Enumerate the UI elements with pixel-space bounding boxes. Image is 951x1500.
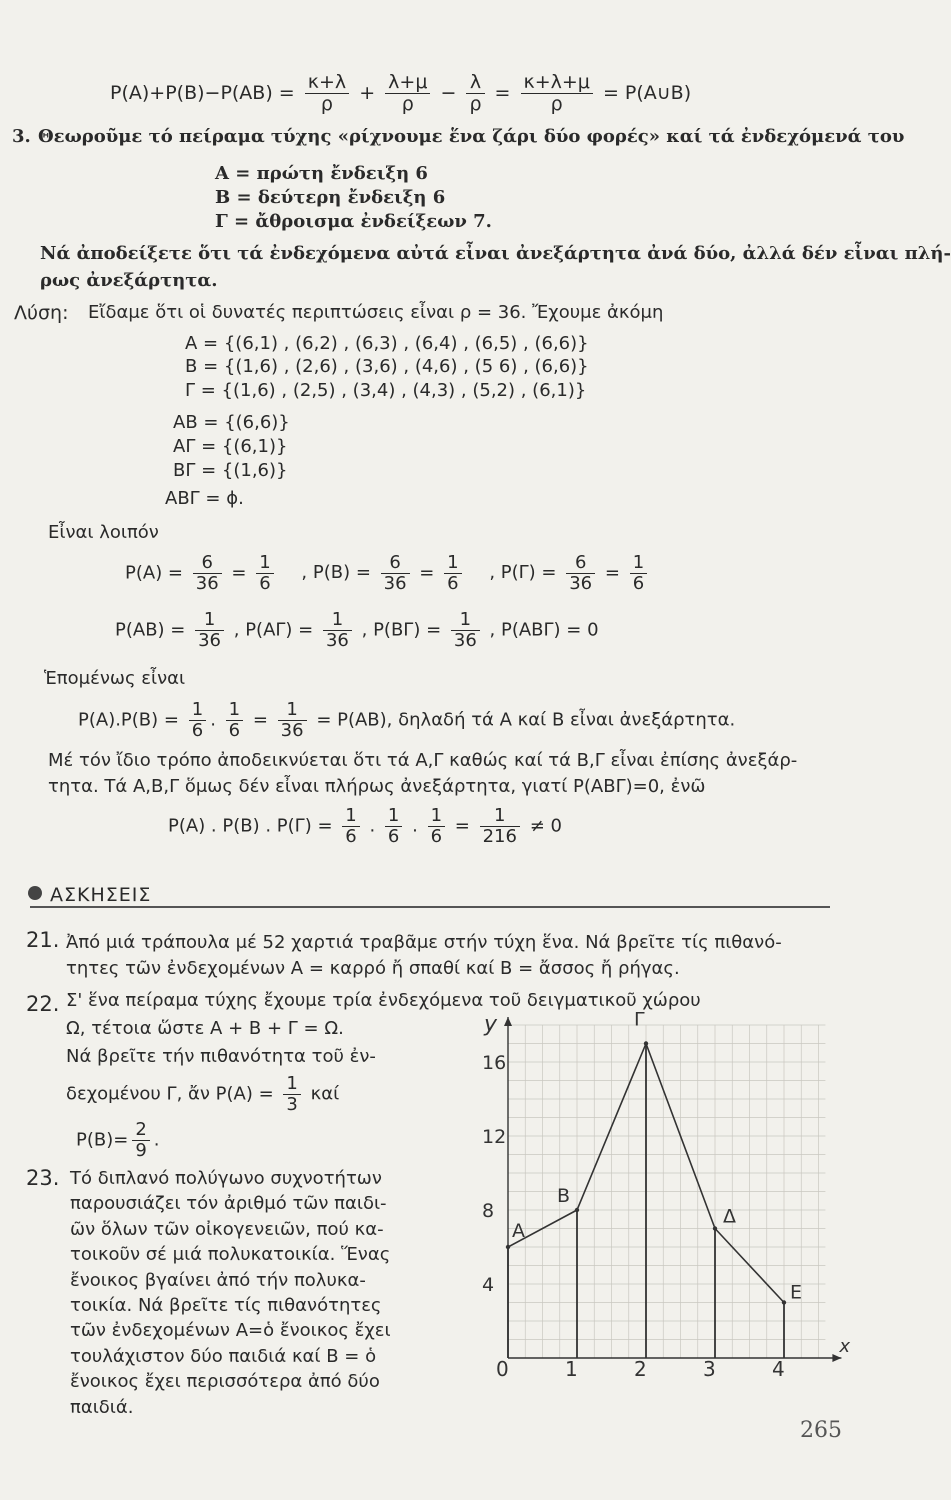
chart-series [506, 1041, 786, 1358]
point-label: Δ [723, 1205, 736, 1228]
formula-right: = P(A∪B) [602, 81, 692, 104]
x-tick-label: 1 [565, 1357, 578, 1381]
chart-grid [508, 1025, 825, 1358]
data-point [782, 1300, 786, 1304]
ex21-number: 21. [26, 928, 60, 952]
ex23-number: 23. [26, 1166, 60, 1190]
ex23-line: τουλάχιστον δύο παιδιά καί B = ὁ [70, 1345, 377, 1367]
solution-intro: Εἴδαμε ὅτι οἱ δυνατές περιπτώσεις εἶναι ρ = 36. Ἔχουμε ἀκόμη [88, 302, 664, 323]
y-tick-label: 16 [482, 1052, 507, 1074]
problem3-intro: Θεωροῦμε τό πείραμα τύχης «ρίχνουμε ἕνα ζάρι δύο φορές» καί τά ἐνδεχόμενά του [38, 126, 905, 147]
triple-product: P(A) . P(B) . P(Γ) = $\frac{1}{6}$ . $\frac{1}{6}$ . $\frac{1}{6}$ = $\frac{1}{216}$ ≠ 0 [168, 805, 562, 847]
event-a: A = πρώτη ἔνδειξη 6 [215, 163, 428, 184]
frequency-polygon-chart [470, 1008, 851, 1388]
fraction: $\frac{1}{216}$ [480, 806, 520, 847]
bullet-icon [28, 886, 42, 900]
set-b: B = {(1,6) , (2,6) , (3,6) , (4,6) , (5 6) , (6,6)} [185, 356, 589, 377]
fraction: $\frac{\lambda+\mu}{\rho}$ [385, 72, 430, 115]
ex23-line: τοικοῦν σέ μιά πολυκατοικία. Ἕνας [70, 1244, 391, 1266]
data-point [506, 1245, 510, 1249]
same-way-line2: τητα. Τά A,B,Γ ὅμως δέν εἶναι πλήρως ἀνεξάρτητα, γιατί P(ABΓ)=0, ἐνῶ [48, 776, 706, 797]
solution-label: Λύση: [14, 302, 69, 324]
x-tick-label: 2 [634, 1357, 647, 1381]
y-tick-label: 4 [482, 1274, 495, 1296]
ex23-line: ἔνοικος βγαίνει ἀπό τήν πολυκα- [70, 1269, 366, 1291]
fraction: $\frac{1}{36}$ [451, 610, 480, 651]
ex21-line1: Ἀπό μιά τράπουλα μέ 52 χαρτιά τραβᾶμε στήν τύχη ἕνα. Νά βρεῖτε τίς πιθανό- [66, 932, 782, 953]
point-label: A [512, 1220, 525, 1242]
point-label: E [790, 1281, 803, 1304]
fraction: $\frac{1}{6}$ [385, 806, 402, 847]
set-ag: AΓ = {(6,1)} [173, 436, 288, 457]
data-point [575, 1208, 579, 1212]
fraction: $\frac{2}{9}$ [132, 1120, 149, 1161]
section-divider [30, 906, 830, 908]
page-number: 265 [800, 1418, 842, 1443]
data-point [713, 1226, 717, 1230]
fraction: $\frac{\kappa+\lambda+\mu}{\rho}$ [521, 72, 593, 115]
x-tick-label: 3 [703, 1357, 716, 1381]
ex22-line2: Ω, τέτοια ὥστε A + B + Γ = Ω. [66, 1018, 344, 1039]
ex21-line2: τητες τῶν ἐνδεχομένων A = καρρό ἤ σπαθί καί B = ἄσσος ἤ ρήγας. [66, 958, 680, 979]
ex22-line4: δεχομένου Γ, ἄν P(A) = $\frac{1}{3}$ καί [66, 1073, 340, 1115]
fraction: $\frac{1}{36}$ [323, 610, 352, 651]
chart-labels [482, 1009, 850, 1382]
x-axis-label: x [839, 1336, 851, 1357]
x-tick-label: 0 [496, 1357, 509, 1381]
set-bg: BΓ = {(1,6)} [173, 460, 288, 481]
problem3-task-line2: ρως ἀνεξάρτητα. [40, 270, 218, 291]
top-formula: P(A)+P(B)−P(AB) = $\frac{\kappa+\lambda}{\rho}$ + $\frac{\lambda+\mu}{\rho}$ − $\frac{\lambda}{\rho}$ = $\frac{\kappa+\lambda+\mu}{\rho}$ = P(A∪B) [110, 71, 692, 115]
x-tick-label: 4 [772, 1357, 785, 1381]
fraction: $\frac{\lambda}{\rho}$ [466, 72, 484, 115]
fraction: $\frac{1}{6}$ [342, 806, 359, 847]
y-tick-label: 8 [482, 1200, 495, 1222]
ex23-line: ἔνοικος ἔχει περισσότερα ἀπό δύο [70, 1371, 380, 1393]
ex22-line3: Νά βρεῖτε τήν πιθανότητα τοῦ ἐν- [66, 1046, 376, 1067]
ex22-number: 22. [26, 992, 60, 1016]
ex23-line: παιδιά. [70, 1396, 134, 1418]
problem3-number: 3. [12, 126, 31, 147]
exercises-header: ΑΣΚΗΣΕΙΣ [50, 884, 152, 906]
ex22-line5: P(B)= $\frac{2}{9}$ . [76, 1119, 160, 1161]
fraction: $\frac{1}{36}$ [278, 700, 307, 741]
fraction: $\frac{6}{36}$ [193, 553, 222, 594]
joint-probabilities: P(AB) = $\frac{1}{36}$ , P(AΓ) = $\frac{1}{36}$ , P(BΓ) = $\frac{1}{36}$ , P(ABΓ) = 0 [115, 609, 599, 651]
formula-left: P(A)+P(B)−P(AB) = [110, 81, 295, 104]
ex23-line: τῶν ἐνδεχομένων A=ὁ ἔνοικος ἔχει [70, 1320, 391, 1342]
ex23-text [70, 1166, 391, 1420]
set-ab: AB = {(6,6)} [173, 412, 290, 433]
event-g: Γ = ἄθροισμα ἐνδείξεων 7. [215, 211, 492, 232]
fraction: $\frac{6}{36}$ [566, 553, 595, 594]
ex23-line: παρουσιάζει τόν ἀριθμό τῶν παιδι- [70, 1193, 387, 1215]
ex23-line: Τό διπλανό πολύγωνο συχνοτήτων [70, 1168, 382, 1189]
fraction: $\frac{\kappa+\lambda}{\rho}$ [305, 72, 349, 115]
set-abg: ABΓ = ϕ. [165, 488, 244, 509]
point-label: Γ [634, 1008, 645, 1031]
data-point [644, 1041, 648, 1045]
single-probabilities: P(A) = $\frac{6}{36}$ = $\frac{1}{6}$ , P(B) = $\frac{6}{36}$ = $\frac{1}{6}$ , P(Γ) = $\frac{6}{36}$ = $\frac{1}{6}$ [125, 553, 651, 594]
chart-axes [504, 1017, 841, 1362]
fraction: $\frac{1}{6}$ [256, 553, 273, 594]
fraction: $\frac{1}{3}$ [283, 1074, 300, 1115]
fraction: $\frac{1}{6}$ [428, 806, 445, 847]
consequently-text: Ἑπομένως εἶναι [44, 668, 186, 689]
fraction: $\frac{1}{6}$ [226, 700, 243, 741]
same-way-line1: Μέ τόν ἴδιο τρόπο ἀποδεικνύεται ὅτι τά A,Γ καθώς καί τά B,Γ εἶναι ἐπίσης ἀνεξάρ- [48, 750, 798, 771]
y-axis-label: y [484, 1012, 498, 1037]
fraction: $\frac{1}{6}$ [630, 553, 647, 594]
event-b: B = δεύτερη ἔνδειξη 6 [215, 187, 446, 208]
therefore-text: Εἶναι λοιπόν [48, 522, 159, 543]
point-label: B [557, 1185, 571, 1207]
fraction: $\frac{1}{6}$ [189, 700, 206, 741]
ex22-line1: Σ' ἕνα πείραμα τύχης ἔχουμε τρία ἐνδεχόμενα τοῦ δειγματικοῦ χώρου [66, 990, 701, 1011]
fraction: $\frac{1}{36}$ [195, 610, 224, 651]
fraction: $\frac{6}{36}$ [381, 553, 410, 594]
y-tick-label: 12 [482, 1126, 507, 1148]
set-a: A = {(6,1) , (6,2) , (6,3) , (6,4) , (6,5) , (6,6)} [185, 333, 589, 354]
fraction: $\frac{1}{6}$ [444, 553, 461, 594]
set-g: Γ = {(1,6) , (2,5) , (3,4) , (4,3) , (5,2) , (6,1)} [185, 380, 587, 401]
problem3-task-line1: Νά ἀποδείξετε ὅτι τά ἐνδεχόμενα αὐτά εἶναι ἀνεξάρτητα ἀνά δύο, ἀλλά δέν εἶναι πλή- [40, 243, 951, 264]
ex23-line: ῶν ὅλων τῶν οἰκογενειῶν, πού κα- [70, 1218, 384, 1240]
y-axis-arrow-icon [504, 1017, 512, 1026]
product-equation: P(A).P(B) = $\frac{1}{6}$ . $\frac{1}{6}$ = $\frac{1}{36}$ = P(AB), δηλαδή τά A καί B εἶναι ἀνεξάρτητα. [78, 699, 736, 741]
ex23-line: τοικία. Νά βρεῖτε τίς πιθανότητες [70, 1295, 382, 1317]
